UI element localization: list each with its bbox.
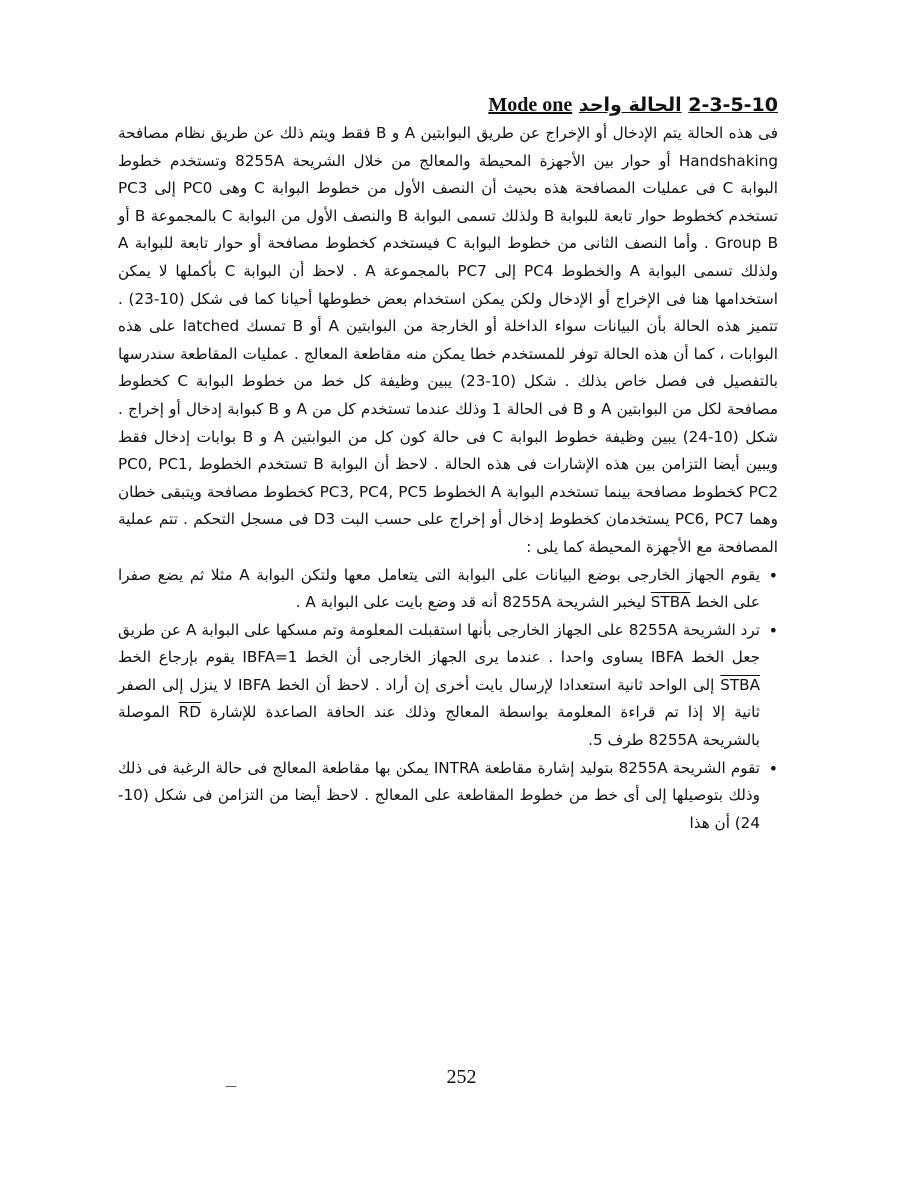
body-paragraph: فى هذه الحالة يتم الإدخال أو الإخراج عن طريق البوابتين A و B فقط ويتم ذلك عن طريق نظام مصافحة Handshaking أو حوار بين الأجهزة المحيطة والمعالج من خلال الشريحة 8255A وتستخدم خطوط البوابة C فى عمليات المصافحة هذه بحيث أن النصف الأول من خطوط البوابة C وهى PC0 إلى PC3 تستخدم كخطوط حوار تابعة للبوابة B ولذلك تسمى البوابة B والنصف الأول من البوابة C بالمجموعة B أو Group B . وأما النصف الثانى من خطوط البوابة C فيستخدم كخطوط مصافحة أو حوار تابعة للبوابة A ولذلك تسمى البوابة A والخطوط PC4 إلى PC7 بالمجموعة A . لاحظ أن البوابة C بأكملها لا يمكن استخدامها هنا فى الإخراج أو الإدخال ولكن يمكن استخدام بعض خطوطها أحيانا كما فى شكل (10-23) . تتميز هذه الحالة بأن البيانات سواء الداخلة أو الخارجة من البوابتين A أو B تمسك latched على هذه البوابات ، كما أن هذه الحالة توفر للمستخدم خطا يمكن منه مقاطعة المعالج . عمليات المقاطعة سندرسها بالتفصيل فى فصل خاص بذلك . شكل (10-23) يبين وظيفة كل خط من خطوط البوابة C كخطوط مصافحة لكل من البوابتين A و B فى الحالة 1 وذلك عندما تستخدم كل من A و B كبوابة إدخال أو إخراج . شكل (10-24) يبين وظيفة خطوط البوابة C فى حالة كون كل من البوابتين A و B بوابات إدخال فقط ويبين أيضا التزامن بين هذه الإشارات فى هذه الحالة . لاحظ أن البوابة B تستخدم الخطوط PC0, PC1, PC2 كخطوط مصافحة بينما تستخدم البوابة A الخطوط PC3, PC4, PC5 كخطوط مصافحة ويتبقى خطان وهما PC6, PC7 يستخدمان كخطوط إدخال أو إخراج على حسب البت D3 فى مسجل التحكم . تتم عملية المصافحة مع الأجهزة المحيطة كما يلى : [118, 124, 779, 556]
heading-arabic: الحالة واحد [578, 94, 682, 116]
heading-number: 2-3-5-10 [688, 94, 778, 116]
bullet-item-1 [118, 562, 760, 617]
bullet-1-text-b: ليخبر الشريحة 8255A أنه قد وضع بايت على البوابة A . [295, 593, 651, 612]
rd-signal: RD [178, 703, 201, 722]
bullet-2-text-a: ترد الشريحة 8255A على الجهاز الخارجى بأنها استقبلت المعلومة وتم مسكها على البوابة A عن طريق جعل الخط IBFA يساوى واحدا . عندما يرى الجهاز الخارجى أن الخط IBFA=1 يقوم بإرجاع الخط [118, 620, 761, 667]
page-number: 252 [446, 1066, 477, 1088]
bullet-2-text-c: الموصلة بالشريحة 8255A طرف 5. [118, 703, 760, 750]
bullet-2-text-b: إلى الواحد ثانية استعدادا لإرسال بايت أخرى إن أراد . لاحظ أن الخط IBFA لا ينزل إلى الصفر ثانية إلا إذا تم قراءة المعلومة بواسطة المعالج وذلك عند الحافة الصاعدة للإشارة [118, 675, 760, 722]
heading-english: Mode one [488, 94, 573, 116]
stba-signal: STBA [650, 593, 691, 612]
bullet-list [118, 562, 778, 838]
page-content [118, 92, 778, 1092]
section-heading [118, 92, 778, 118]
bullet-item-3: • تقوم الشريحة 8255A بتوليد إشارة مقاطعة INTRA يمكن بها مقاطعة المعالج فى حالة الرغبة فى ذلك وذلك بتوصيلها إلى أى خط من خطوط المقاطعة على المعالج . لاحظ أيضا من التزامن فى شكل (10-24) أن هذا [118, 755, 760, 838]
stba-signal: STBA [720, 675, 760, 694]
scan-mark [226, 1086, 236, 1087]
bullet-1-text-a: يقوم الجهاز الخارجى بوضع البيانات على البوابة التى يتعامل معها ولتكن البوابة A مثلا ثم يضع صفرا على الخط [118, 565, 760, 612]
bullet-item-2 [118, 617, 760, 755]
